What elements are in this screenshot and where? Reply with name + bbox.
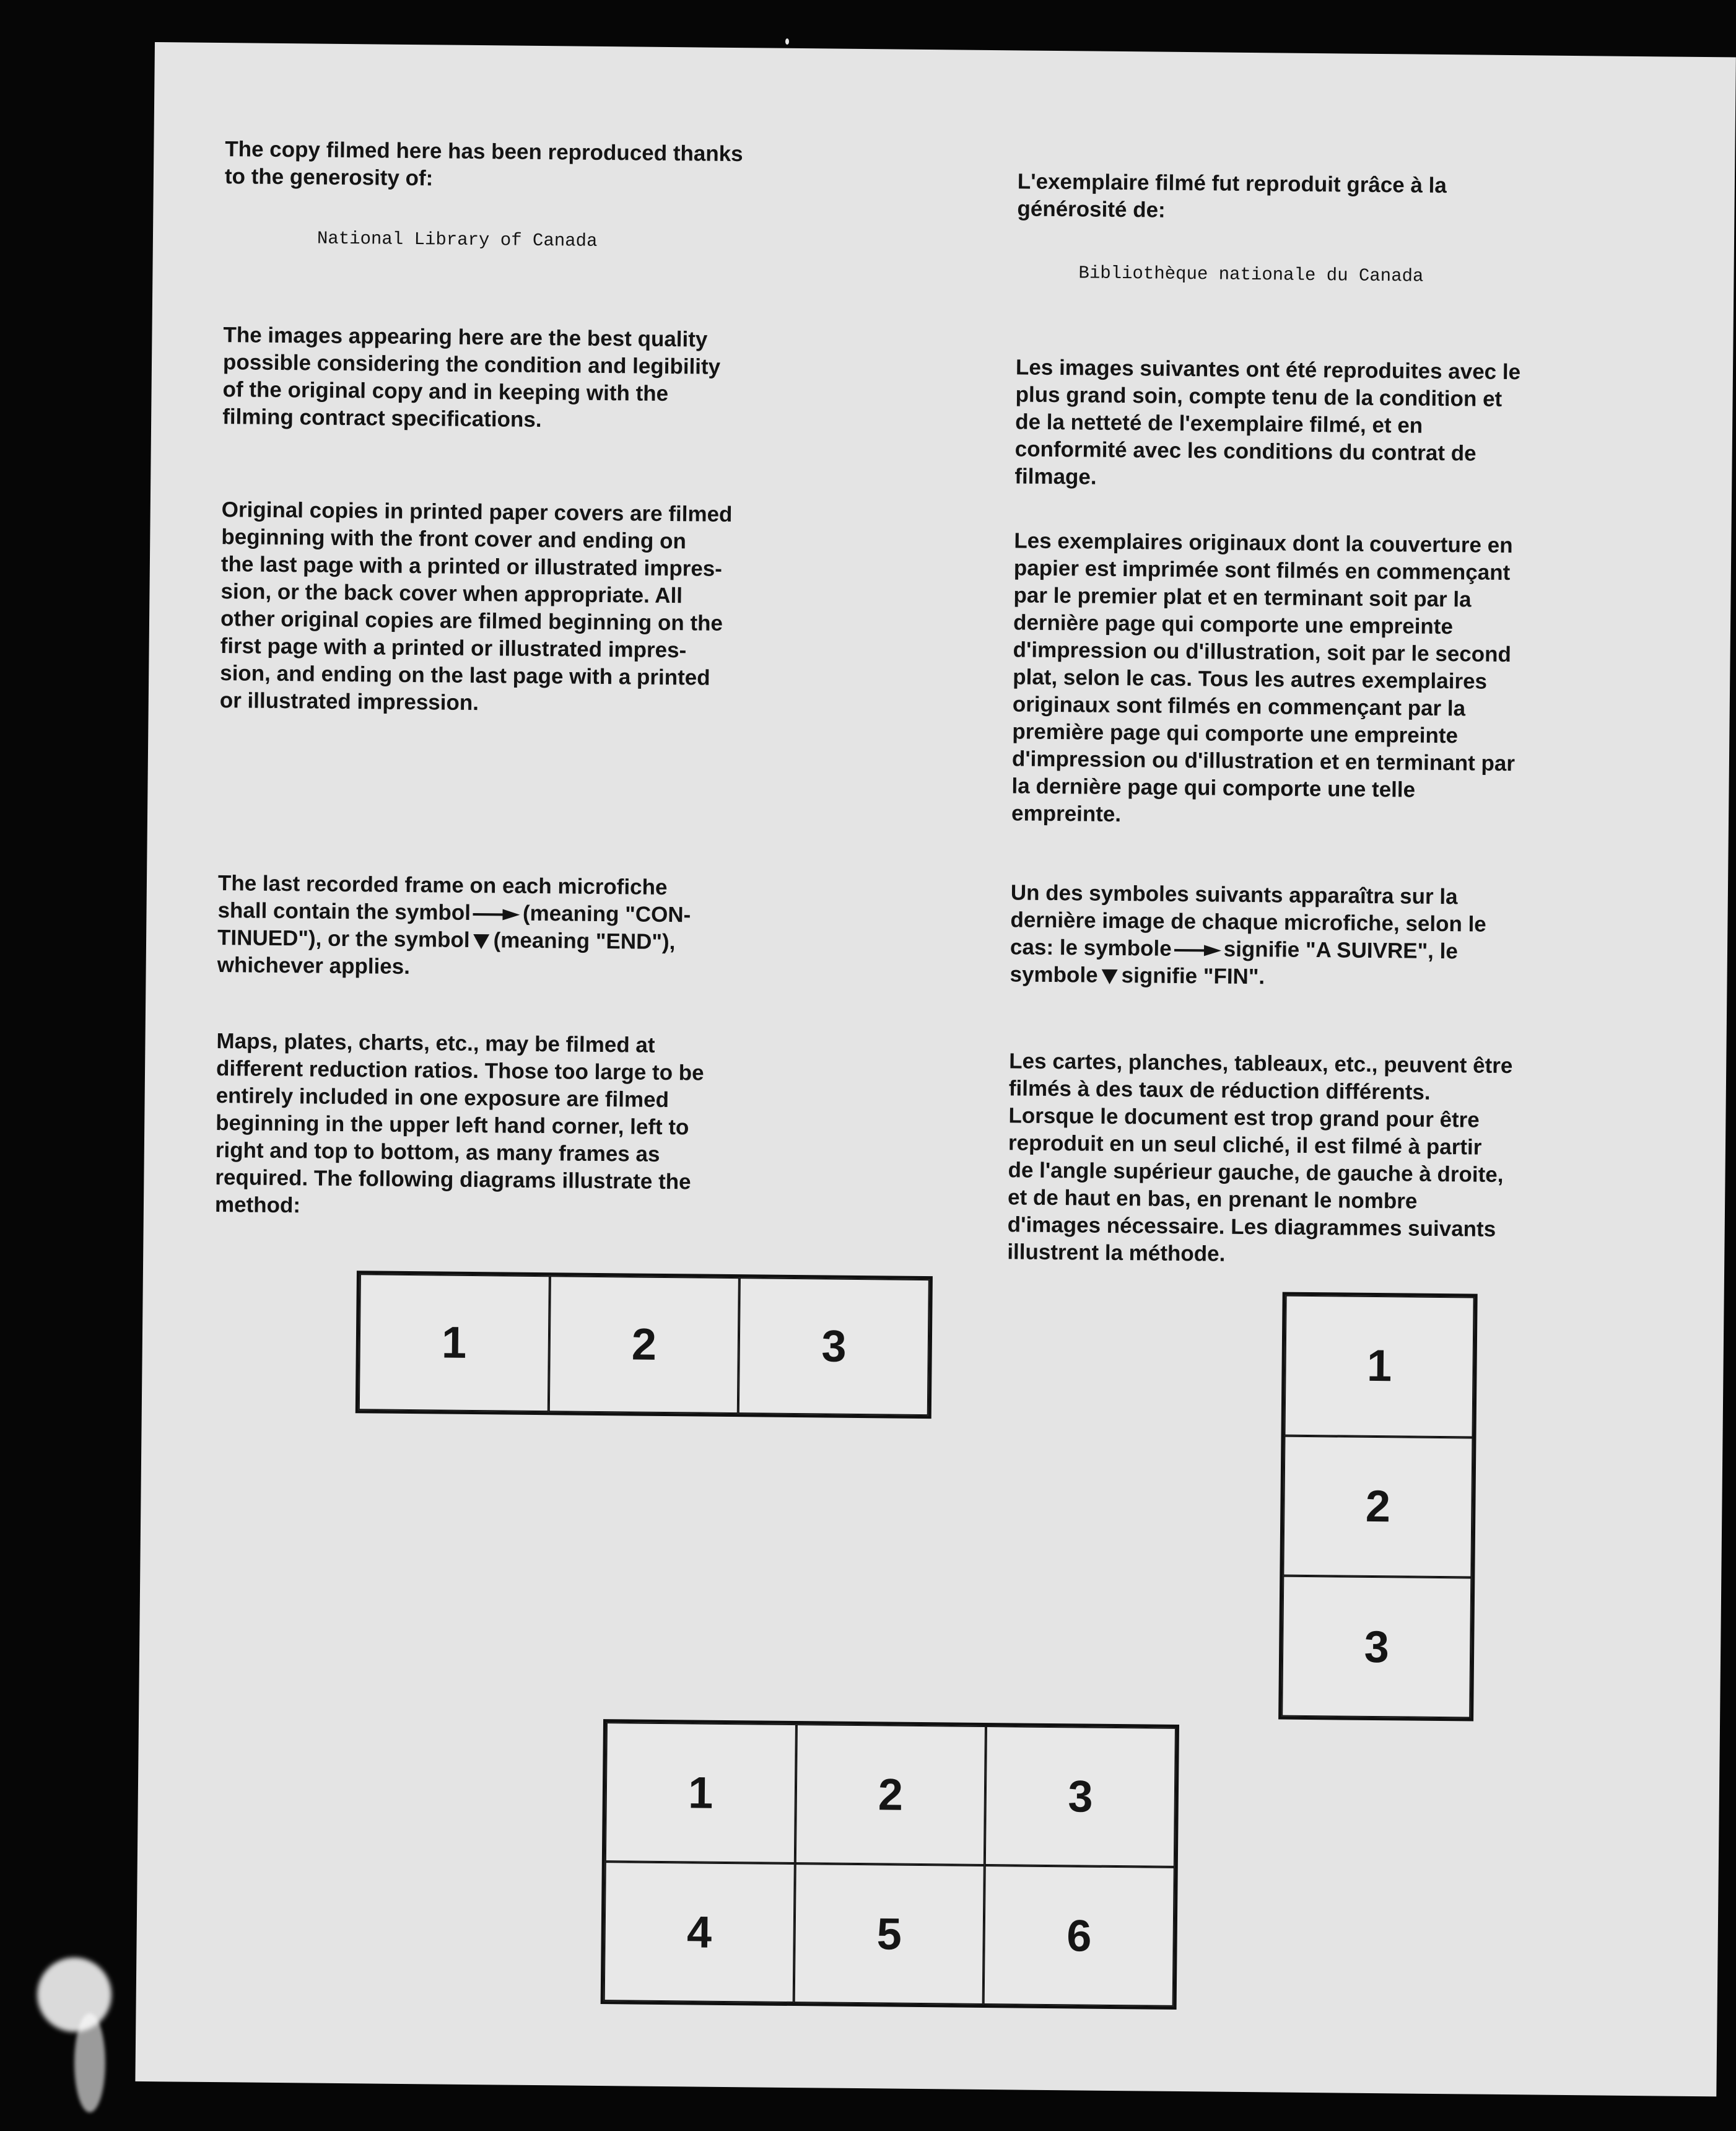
arrow-icon bbox=[1174, 945, 1221, 956]
english-symbols-text-3: (meaning "END"), whichever applies. bbox=[217, 928, 676, 979]
frame-cell: 2 bbox=[795, 1724, 986, 1865]
english-maps-paragraph: Maps, plates, charts, etc., may be filmed at different reduction ratios. Those too large to be entirely included in one exposure are filmed beginning in the upper left hand corner, left to right and top to bottom, as many frames as required. The following diagrams illustrate the method: bbox=[214, 1029, 704, 1218]
french-column bbox=[1007, 168, 1662, 1266]
diagram-horizontal-three-frames bbox=[355, 1271, 933, 1419]
frame-cell: 6 bbox=[984, 1865, 1175, 2006]
french-library-name: Bibliothèque nationale du Canada bbox=[1078, 263, 1424, 287]
french-original-copies-paragraph: Les exemplaires originaux dont la couverture en papier est imprimée sont filmés en commençant par le premier plat et en terminant soit par la dernière page qui comporte une empreinte d'impression ou d'illustration, soit par le second plat, selon le cas. Tous les autres exemplaires originaux sont filmés en commençant par la première page qui comporte une empreinte d'impression ou d'illustration et en terminant par la dernière page qui comporte une telle empreinte. bbox=[1011, 528, 1516, 827]
french-intro: L'exemplaire filmé fut reproduit grâce à la générosité de: bbox=[1017, 169, 1447, 222]
diagram-six-frame-grid bbox=[601, 1719, 1179, 2010]
french-maps-paragraph: Les cartes, planches, tableaux, etc., peuvent être filmés à des taux de réduction différents. Lorsque le document est trop grand pour être reproduit en un seul cliché, il est filmé à partir de l'angle supérieur gauche, de gauche à droite, et de haut en bas, en prenant le nombre d'images nécessaire. Les diagrammes suivants illustrent la méthode. bbox=[1007, 1049, 1513, 1266]
triangle-down-icon bbox=[1101, 969, 1117, 984]
english-symbols-text-1: The last recorded frame on each microfiche shall contain the symbol bbox=[217, 871, 668, 925]
frame-cell: 2 bbox=[1283, 1435, 1473, 1578]
frame-cell: 4 bbox=[604, 1862, 795, 2003]
english-library-name: National Library of Canada bbox=[316, 228, 598, 252]
english-quality-paragraph: The images appearing here are the best quality possible considering the condition and legibility of the original copy and in keeping with the filming contract specifications. bbox=[222, 323, 721, 432]
french-symbols-text-3: signifie "FIN". bbox=[1121, 963, 1265, 989]
frame-cell: 5 bbox=[793, 1863, 985, 2005]
english-symbols-text-2: (meaning "CON- TINUED"), or the symbol bbox=[217, 901, 691, 952]
film-speck bbox=[785, 38, 789, 45]
english-intro: The copy filmed here has been reproduced thanks to the generosity of: bbox=[224, 137, 743, 191]
triangle-down-icon bbox=[473, 934, 489, 949]
english-original-copies-paragraph: Original copies in printed paper covers are filmed beginning with the front cover and ending on the last page with a printed or illustrated impres- sion, or the back cover when appropriate. All other original copies are filmed beginning on the first page with a printed or illustrated impres- sion, and ending on the last page with a printed or illustrated impression. bbox=[219, 497, 733, 715]
french-quality-paragraph: Les images suivantes ont été reproduites avec le plus grand soin, compte tenu de la condition et de la netteté de l'exemplaire filmé, et en conformité avec les conditions du contrat de filmage. bbox=[1014, 355, 1521, 489]
frame-cell: 1 bbox=[359, 1274, 550, 1412]
english-column bbox=[214, 136, 894, 1218]
french-symbols-paragraph bbox=[1010, 879, 1655, 994]
english-symbols-paragraph bbox=[217, 870, 887, 985]
frame-cell: 3 bbox=[1281, 1576, 1472, 1718]
frame-cell: 1 bbox=[605, 1722, 796, 1863]
film-speck bbox=[37, 1958, 111, 2032]
frame-cell: 3 bbox=[738, 1277, 930, 1416]
frame-cell: 2 bbox=[548, 1276, 739, 1414]
frame-cell: 3 bbox=[985, 1726, 1176, 1867]
diagram-vertical-three-frames bbox=[1278, 1292, 1478, 1722]
arrow-icon bbox=[473, 909, 520, 921]
french-symbols-text-1: Un des symboles suivants apparaîtra sur la dernière image de chaque microfiche, selon le cas: le symbole bbox=[1010, 880, 1486, 961]
film-speck bbox=[74, 2013, 105, 2112]
document-page bbox=[135, 42, 1735, 2096]
frame-cell: 1 bbox=[1284, 1295, 1474, 1438]
french-symbols-text-2: signifie "A SUIVRE", le symbole bbox=[1010, 937, 1458, 987]
